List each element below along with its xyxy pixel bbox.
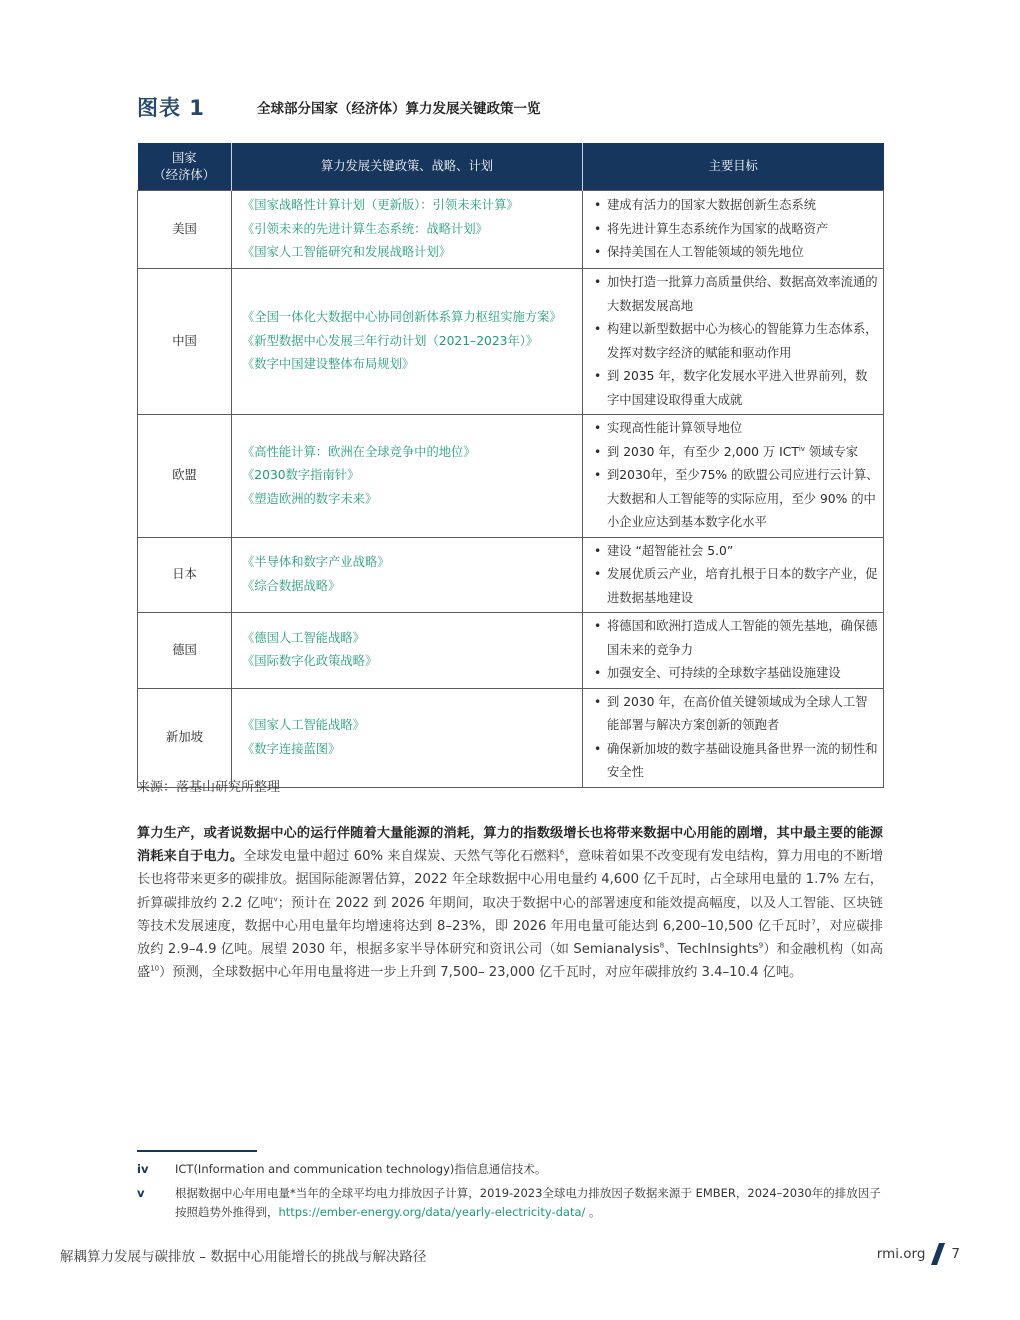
footnotes — [137, 1160, 883, 1227]
table-row — [138, 269, 884, 415]
goal-item — [594, 441, 879, 465]
country-cell: 中国 — [138, 269, 232, 415]
goal-cell — [583, 269, 884, 415]
goal-cell — [583, 688, 884, 787]
table-row — [138, 191, 884, 269]
goal-item: • 到2030年，至少75% 的欧盟公司应进行云计算、大数据和人工智能等的实际应用，至少 90% 的中小企业应达到基本数字化水平 — [594, 464, 879, 535]
policy-table — [137, 143, 884, 788]
goal-item: • 建成有活力的国家大数据创新生态系统 — [594, 194, 879, 218]
policy-item: 《德国人工智能战略》 — [242, 630, 365, 645]
goal-cell — [583, 613, 884, 689]
body-paragraph — [137, 822, 883, 984]
footer-report-title: 解耦算力发展与碳排放 – 数据中心用能增长的挑战与解决路径 — [60, 1249, 427, 1265]
paragraph-text: ，对应碳排放约 2.9–4.9 亿吨。展望 2030 年，根据多家半导体研究和资讯公司（如 Semianalysis — [137, 918, 883, 958]
figure-title: 全球部分国家（经济体）算力发展关键政策一览 — [257, 101, 541, 117]
figure-header — [137, 92, 883, 120]
country-cell: 美国 — [138, 191, 232, 269]
policy-item: 《数字中国建设整体布局规划》 — [242, 357, 415, 372]
paragraph-bold-lead: 算力生产，或者说数据中心的运行伴随着大量能源的消耗，算力的指数级增长也将带来数据中心用能的剧增，其中最主要的能源消耗来自于电力。 — [137, 826, 883, 865]
policy-item: 《国家战略性计算计划（更新版）：引领未来计算》 — [242, 198, 519, 213]
policy-cell — [232, 688, 583, 787]
slash-mark-icon — [931, 1243, 945, 1265]
goal-item: • 将德国和欧洲打造成人工智能的领先基地，确保德国未来的竞争力 — [594, 615, 879, 662]
footnote-item — [137, 1184, 883, 1222]
table-row — [138, 415, 884, 538]
paragraph-text: ，意味着如果不改变现有发电结构，算力用电的不断增长也将带来更多的碳排放。据国际能源署估算，2022 年全球数据中心用电量约 4,600 亿千瓦时，占全球用电量的 1.7% 左右，折算碳排放约 2.2 亿吨 — [137, 849, 884, 911]
policy-item: 《国家人工智能研究和发展战略计划》 — [242, 245, 452, 260]
goal-item: • 构建以新型数据中心为核心的智能算力生态体系，发挥对数字经济的赋能和驱动作用 — [594, 318, 879, 365]
paragraph-text: ）和金融机构（如高盛 — [137, 942, 884, 981]
country-cell: 日本 — [138, 537, 232, 613]
policy-item: 《国家人工智能战略》 — [242, 718, 365, 732]
goal-item: • 建设 “超智能社会 5.0” — [594, 540, 879, 564]
header-country — [138, 143, 232, 191]
footnote-ref: 8 — [659, 941, 665, 950]
paragraph-text: 全球发电量中超过 60% 来自煤炭、天然气等化石燃料 — [243, 849, 560, 865]
country-cell: 欧盟 — [138, 415, 232, 538]
country-cell: 德国 — [138, 613, 232, 689]
footer-right — [877, 1243, 960, 1265]
goal-item: • 确保新加坡的数字基础设施具备世界一流的韧性和安全性 — [594, 738, 879, 785]
table-row — [138, 537, 884, 613]
policy-item: 《新型数据中心发展三年行动计划（2021–2023年）》 — [242, 333, 539, 348]
footnote-ref: 9 — [758, 941, 764, 950]
header-country-line1: 国家 — [171, 150, 197, 165]
paragraph-text: 、TechInsights — [664, 942, 759, 958]
footnote-text: 根据数据中心年用电量*当年的全球平均电力排放因子计算，2019-2023全球电力排放因子数据来源于 EMBER，2024–2030年的排放因子按照趋势外推得到， — [175, 1186, 881, 1219]
paragraph-text: ；预计在 2022 到 2026 年期间，取决于数据中心的部署速度和能效提高幅度，以及人工智能、区块链等技术发展速度，数据中心用电量年均增速将达到 8–23%，即 2026 年用电量可能达到 6,200–10,500 亿千瓦时 — [137, 895, 883, 934]
policy-item: 《高性能计算：欧洲在全球竞争中的地位》 — [242, 444, 476, 459]
country-cell: 新加坡 — [138, 688, 232, 787]
goal-item: • 发展优质云产业，培育扎根于日本的数字产业，促进数据基地建设 — [594, 563, 879, 610]
goal-cell — [583, 537, 884, 613]
policy-cell — [232, 613, 583, 689]
policy-item: 《引领未来的先进计算生态系统：战略计划》 — [242, 221, 488, 236]
footnote-ref: 7 — [811, 918, 816, 927]
goal-item: • 保持美国在人工智能领域的领先地位 — [594, 241, 879, 265]
paragraph-text: ）预测，全球数据中心年用电量将进一步上升到 7,500– 23,000 亿千瓦时，对应年碳排放约 3.4–10.4 亿吨。 — [159, 965, 803, 981]
policy-cell — [232, 415, 583, 538]
header-policy: 算力发展关键政策、战略、计划 — [232, 143, 583, 191]
goal-item: • 到 2035 年，数字化发展水平进入世界前列，数字中国建设取得重大成就 — [594, 365, 879, 412]
policy-item: 《塑造欧洲的数字未来》 — [242, 491, 378, 506]
goal-text: 到 2030 年，有至少 2,000 万 ICT — [607, 444, 799, 459]
goal-item: • 加快打造一批算力高质量供给、数据高效率流通的大数据发展高地 — [594, 271, 879, 318]
goal-text-after: 领域专家 — [804, 444, 859, 459]
footnote-mark: iv — [137, 1162, 149, 1176]
goal-item: • 到 2030 年，在高价值关键领域成为全球人工智能部署与解决方案创新的领跑者 — [594, 691, 879, 738]
header-goal: 主要目标 — [583, 143, 884, 191]
table-row — [138, 613, 884, 689]
policy-item: 《半导体和数字产业战略》 — [242, 555, 390, 570]
goal-item: • 加强安全、可持续的全球数字基础设施建设 — [594, 662, 879, 686]
footnote-divider — [137, 1150, 257, 1152]
footnote-ref: 10 — [150, 964, 160, 973]
policy-cell — [232, 191, 583, 269]
goal-cell — [583, 191, 884, 269]
policy-item: 《国际数字化政策战略》 — [242, 654, 378, 669]
policy-item: 《综合数据战略》 — [242, 578, 341, 593]
policy-item: 《全国一体化大数据中心协同创新体系算力枢纽实施方案》 — [242, 310, 562, 325]
policy-cell — [232, 269, 583, 415]
footnote-ref: iv — [798, 444, 805, 453]
table-row — [138, 688, 884, 787]
header-country-line2: （经济体） — [153, 167, 215, 182]
footnote-ref: v — [273, 895, 278, 904]
footnote-text-after: 。 — [585, 1205, 601, 1219]
goal-cell — [583, 415, 884, 538]
footnote-text: ICT(Information and communication technology)指信息通信技术。 — [175, 1162, 547, 1176]
page-number: 7 — [951, 1246, 960, 1262]
goal-item: • 将先进计算生态系统作为国家的战略资产 — [594, 218, 879, 242]
table-header-row — [138, 143, 884, 191]
policy-item: 《数字连接蓝图》 — [242, 741, 341, 756]
policy-cell — [232, 537, 583, 613]
footnote-mark: v — [137, 1186, 145, 1200]
footnote-ref: 6 — [559, 848, 565, 857]
policy-item: 《2030数字指南针》 — [242, 468, 360, 482]
figure-number: 图表 1 — [137, 96, 205, 120]
goal-item: • 实现高性能计算领导地位 — [594, 417, 879, 441]
table-source: 来源：落基山研究所整理 — [137, 780, 281, 795]
footnote-item — [137, 1160, 883, 1179]
ember-data-link[interactable]: https://ember-energy.org/data/yearly-electricity-data/ — [278, 1205, 586, 1219]
footer-site-link[interactable]: rmi.org — [876, 1246, 926, 1262]
